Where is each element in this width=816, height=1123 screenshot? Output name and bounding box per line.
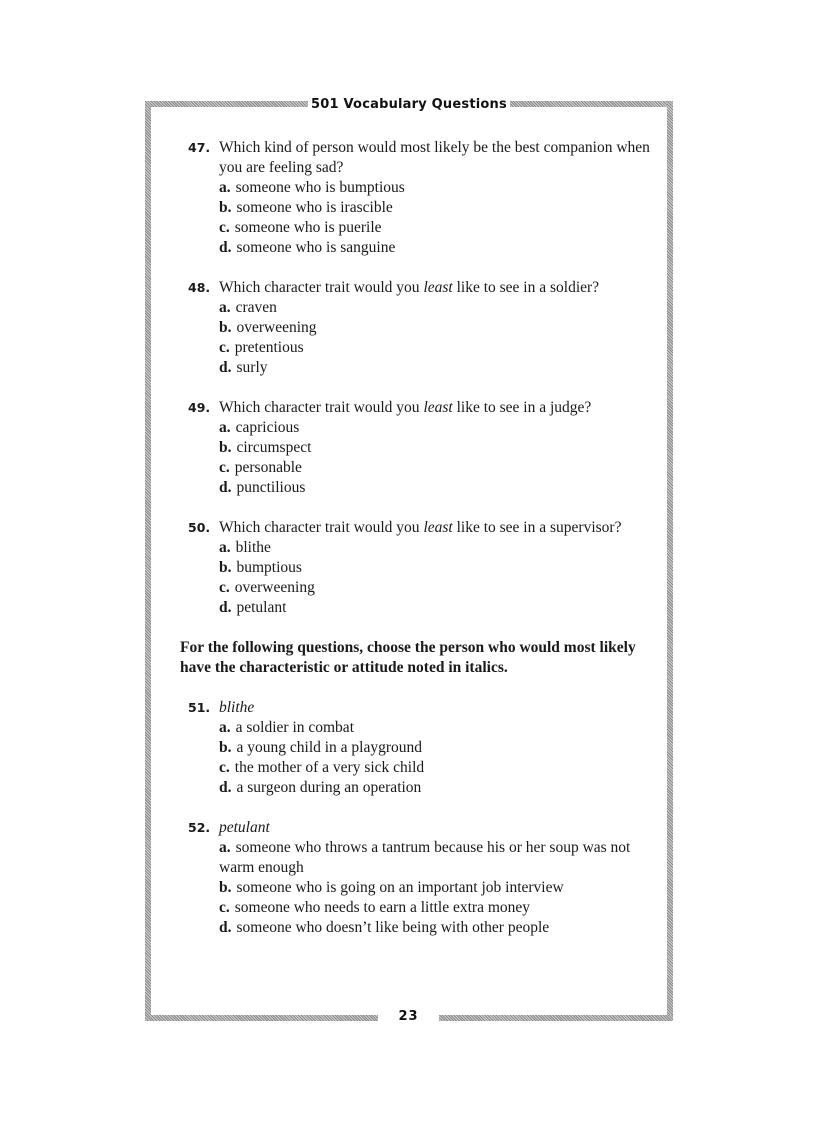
question-number: 51. (188, 700, 211, 715)
answer-choice (219, 478, 650, 498)
stem-text: Which character trait would you (219, 399, 424, 416)
answer-choice (219, 358, 650, 378)
answer-choice (219, 838, 650, 878)
running-header: 501 Vocabulary Questions (311, 97, 507, 112)
choice-letter: c. (219, 459, 230, 476)
question-stem (219, 518, 650, 538)
choice-letter: d. (219, 919, 232, 936)
choice-letter: b. (219, 739, 232, 756)
frame-left-rule (145, 101, 151, 1021)
question-number: 50. (188, 520, 211, 535)
question-stem (219, 398, 650, 418)
choice-letter: d. (219, 239, 232, 256)
question-item (180, 398, 650, 498)
stem-text: Which character trait would you (219, 279, 424, 296)
answer-choice (219, 438, 650, 458)
stem-emphasis: petulant (219, 819, 270, 836)
choice-text: overweening (234, 579, 315, 596)
choice-text: a young child in a playground (236, 739, 423, 756)
question-stem (219, 698, 650, 718)
stem-emphasis: least (423, 399, 453, 416)
answer-choice (219, 718, 650, 738)
question-group-1 (180, 138, 650, 618)
answer-choice (219, 898, 650, 918)
choice-letter: d. (219, 359, 232, 376)
stem-emphasis: blithe (219, 699, 255, 716)
answer-choice (219, 218, 650, 238)
question-number: 49. (188, 400, 211, 415)
answer-choice (219, 538, 650, 558)
choice-text: capricious (235, 419, 300, 436)
answer-choice (219, 298, 650, 318)
choice-text: circumspect (236, 439, 312, 456)
question-item (180, 698, 650, 798)
choice-text: someone who is puerile (234, 219, 382, 236)
question-item (180, 278, 650, 378)
choice-text: someone who is bumptious (235, 179, 405, 196)
question-stem (219, 278, 650, 298)
question-item (180, 818, 650, 938)
frame-top-left-rule (145, 101, 308, 107)
answer-choice (219, 578, 650, 598)
stem-emphasis: least (423, 279, 453, 296)
choice-letter: b. (219, 439, 232, 456)
choice-text: overweening (236, 319, 317, 336)
choice-text: bumptious (236, 559, 302, 576)
choice-letter: c. (219, 899, 230, 916)
question-item (180, 138, 650, 258)
answer-choice (219, 418, 650, 438)
choice-letter: a. (219, 299, 231, 316)
answer-choice (219, 598, 650, 618)
choice-text: someone who needs to earn a little extra money (234, 899, 531, 916)
choice-text: someone who is sanguine (236, 239, 396, 256)
answer-choice (219, 458, 650, 478)
choice-letter: d. (219, 479, 232, 496)
choice-text: a surgeon during an operation (236, 779, 422, 796)
choice-text: blithe (235, 539, 271, 556)
choice-letter: c. (219, 219, 230, 236)
answer-choice (219, 878, 650, 898)
choice-letter: a. (219, 539, 231, 556)
answer-choice (219, 738, 650, 758)
choice-letter: b. (219, 319, 232, 336)
answer-choice (219, 758, 650, 778)
choice-text: personable (234, 459, 302, 476)
answer-choice (219, 178, 650, 198)
question-stem (219, 138, 650, 178)
choice-text: petulant (236, 599, 287, 616)
stem-text-end: like to see in a judge? (452, 399, 592, 416)
answer-choice (219, 918, 650, 938)
frame-bottom-right-rule (439, 1015, 673, 1021)
choice-letter: b. (219, 879, 232, 896)
answer-choice (219, 198, 650, 218)
choice-letter: a. (219, 419, 231, 436)
choice-text: someone who throws a tantrum because his or her soup was not warm enough (219, 839, 631, 876)
choice-text: surly (236, 359, 268, 376)
page-content (180, 138, 650, 958)
choice-text: pretentious (234, 339, 304, 356)
answer-choice (219, 778, 650, 798)
choice-text: the mother of a very sick child (234, 759, 425, 776)
choice-letter: d. (219, 779, 232, 796)
choice-letter: d. (219, 599, 232, 616)
question-item (180, 518, 650, 618)
page-number: 23 (398, 1009, 419, 1024)
question-group-2 (180, 698, 650, 938)
choice-letter: c. (219, 339, 230, 356)
choice-letter: b. (219, 199, 232, 216)
answer-choice (219, 338, 650, 358)
choice-text: craven (235, 299, 277, 316)
choice-text: someone who is irascible (236, 199, 393, 216)
question-number: 47. (188, 140, 211, 155)
choice-letter: a. (219, 179, 231, 196)
choice-letter: c. (219, 759, 230, 776)
section-instructions: For the following questions, choose the person who would most likely have the characteristic or attitude noted in italics. (180, 639, 636, 676)
choice-text: someone who doesn’t like being with other people (236, 919, 550, 936)
answer-choice (219, 318, 650, 338)
stem-emphasis: least (423, 519, 453, 536)
question-number: 52. (188, 820, 211, 835)
frame-right-rule (667, 101, 673, 1021)
choice-text: someone who is going on an important job interview (236, 879, 564, 896)
choice-text: punctilious (236, 479, 306, 496)
stem-text-end: like to see in a supervisor? (452, 519, 622, 536)
choice-letter: a. (219, 719, 231, 736)
choice-text: a soldier in combat (235, 719, 354, 736)
choice-letter: a. (219, 839, 231, 856)
choice-letter: c. (219, 579, 230, 596)
frame-bottom-left-rule (145, 1015, 378, 1021)
stem-text-end: like to see in a soldier? (452, 279, 600, 296)
choice-letter: b. (219, 559, 232, 576)
answer-choice (219, 238, 650, 258)
question-number: 48. (188, 280, 211, 295)
answer-choice (219, 558, 650, 578)
stem-text: Which kind of person would most likely be the best companion when you are feeling sad? (219, 139, 650, 176)
frame-top-right-rule (510, 101, 673, 107)
question-stem (219, 818, 650, 838)
stem-text: Which character trait would you (219, 519, 424, 536)
